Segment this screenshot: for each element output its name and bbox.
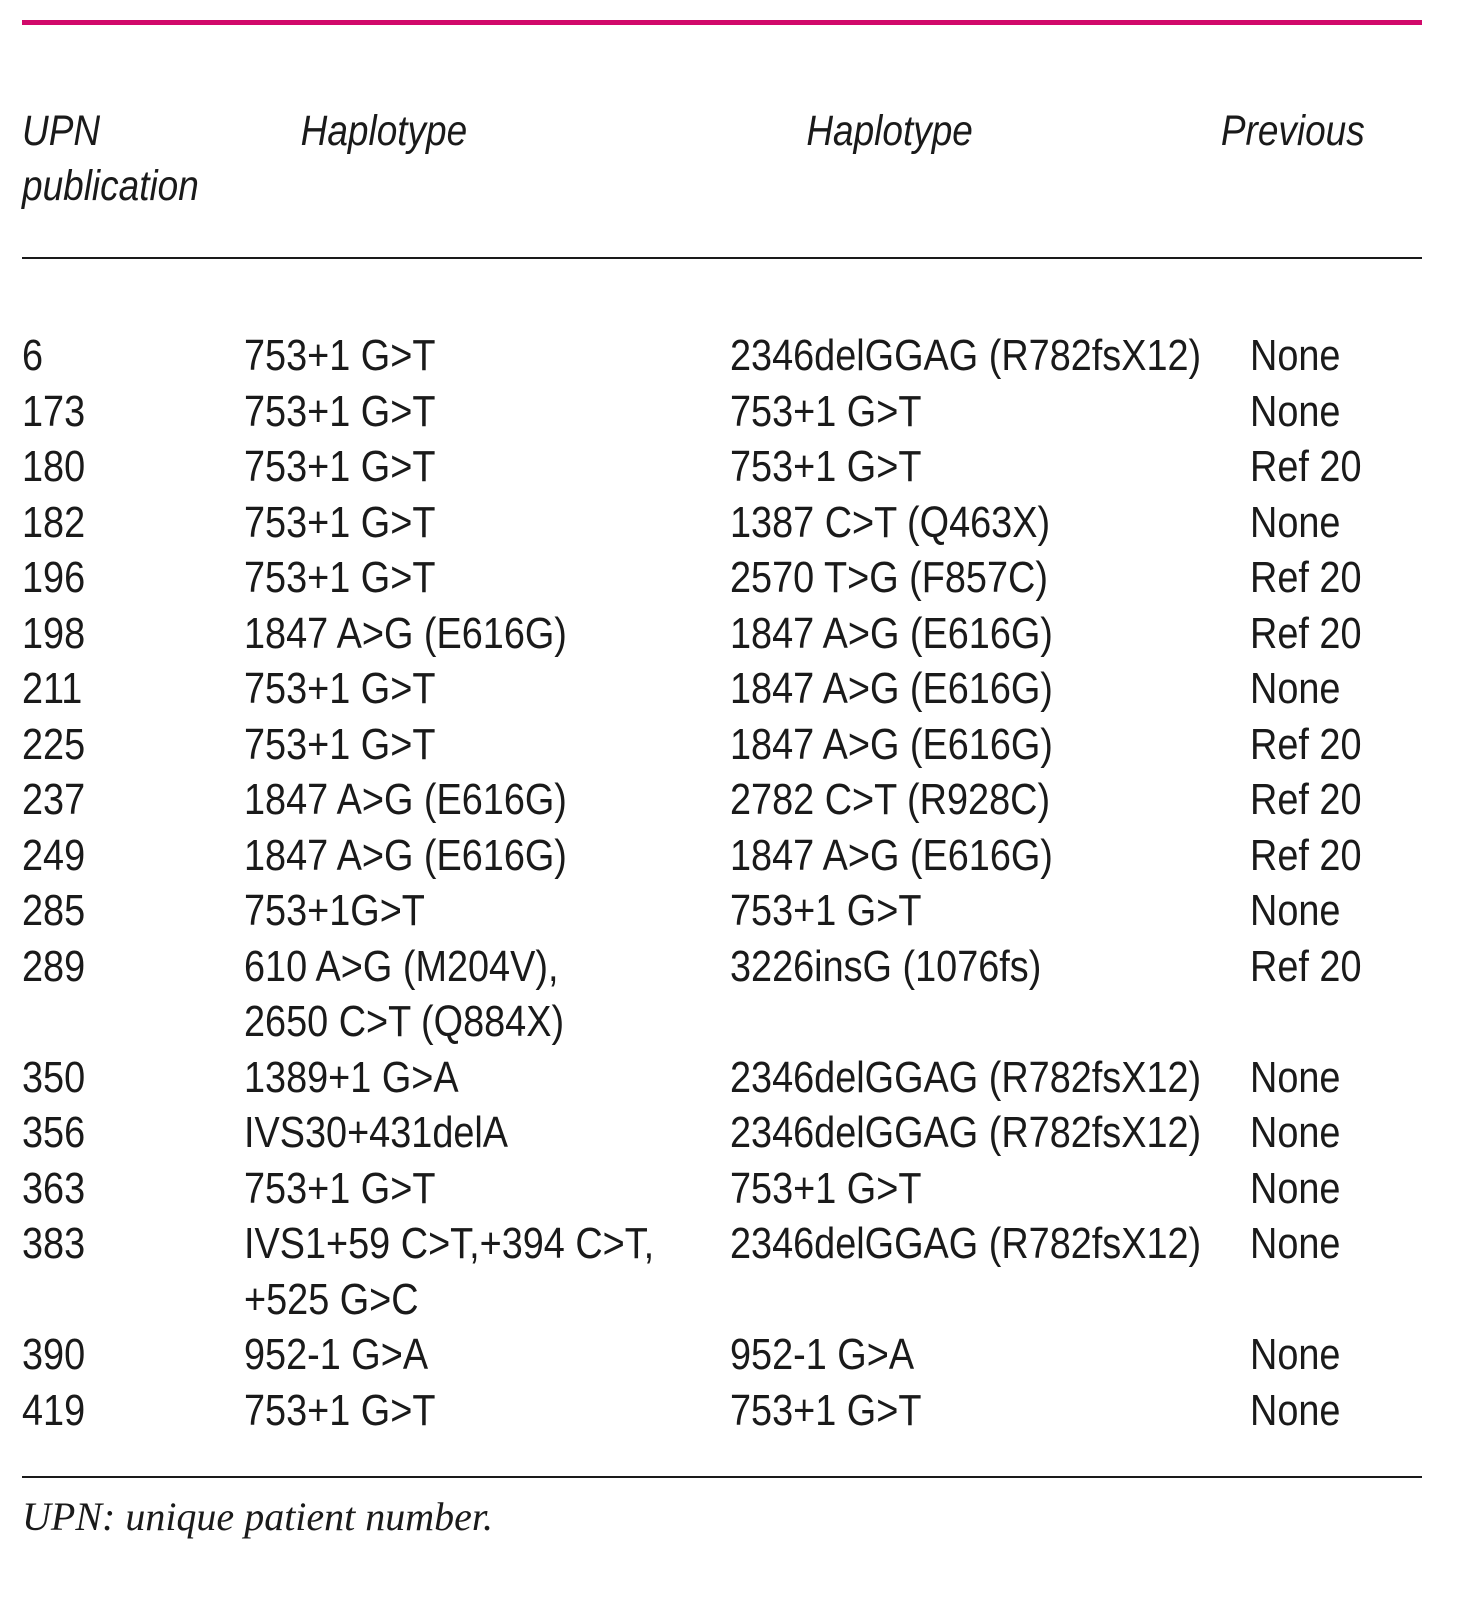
cell-previous: None	[1250, 1052, 1341, 1102]
cell-haplotype-2	[730, 1161, 921, 1217]
table-row	[22, 1327, 1422, 1383]
haplotype-2-line: 2346delGGAG (R782fsX12)	[730, 331, 1202, 380]
haplotype-2-line: 2782 C>T (R928C)	[730, 775, 1051, 824]
haplotype-1-line: 753+1 G>T	[244, 497, 436, 547]
table-row	[22, 1161, 1422, 1217]
haplotype-2-line: 1847 A>G (E616G)	[730, 830, 1053, 880]
cell-haplotype-2	[730, 1216, 1201, 1272]
cell-upn: 285	[22, 886, 86, 935]
cell-previous: None	[1250, 1330, 1341, 1379]
haplotype-1-line: 2650 C>T (Q884X)	[244, 997, 565, 1046]
cell-previous: Ref 20	[1250, 719, 1362, 769]
haplotype-1-line: 753+1 G>T	[244, 553, 436, 602]
cell-haplotype-2	[730, 772, 1050, 828]
table-row	[22, 828, 1422, 884]
haplotype-2-line: 2570 T>G (F857C)	[730, 553, 1048, 602]
haplotype-2-line: 1847 A>G (E616G)	[730, 664, 1053, 713]
table-row	[22, 495, 1422, 551]
cell-haplotype-2	[730, 1327, 914, 1383]
haplotype-1-line: 753+1 G>T	[244, 719, 436, 769]
haplotype-1-line: 753+1 G>T	[244, 664, 436, 713]
header-rule	[22, 257, 1422, 259]
cell-upn: 390	[22, 1330, 86, 1379]
cell-upn: 289	[22, 941, 86, 991]
cell-previous: Ref 20	[1250, 830, 1362, 880]
haplotype-1-line: 753+1G>T	[244, 886, 425, 935]
cell-haplotype-2	[730, 1383, 921, 1439]
haplotype-1-line: 952-1 G>A	[244, 1330, 429, 1379]
cell-upn: 180	[22, 442, 86, 491]
cell-haplotype-2	[730, 883, 921, 939]
haplotype-2-line: 2346delGGAG (R782fsX12)	[730, 1108, 1202, 1157]
header-haplotype-1: Haplotype	[300, 107, 468, 155]
cell-previous: Ref 20	[1250, 442, 1362, 491]
cell-upn: 350	[22, 1052, 86, 1102]
cell-upn: 225	[22, 719, 86, 769]
cell-upn: 198	[22, 608, 86, 658]
haplotype-1-line: IVS30+431delA	[244, 1108, 509, 1157]
table-row	[22, 1050, 1422, 1106]
haplotype-2-line: 1847 A>G (E616G)	[730, 719, 1053, 769]
cell-upn: 6	[22, 331, 44, 380]
cell-upn: 211	[22, 664, 83, 713]
haplotype-1-line: 1847 A>G (E616G)	[244, 775, 567, 824]
cell-haplotype-1	[244, 550, 435, 606]
haplotype-2-line: 1387 C>T (Q463X)	[730, 497, 1051, 547]
cell-upn: 173	[22, 386, 86, 436]
table-row	[22, 1216, 1422, 1327]
cell-previous: None	[1250, 886, 1341, 935]
cell-haplotype-1	[244, 1216, 654, 1327]
cell-haplotype-2	[730, 939, 1041, 995]
cell-haplotype-1	[244, 328, 435, 384]
haplotype-1-line: 753+1 G>T	[244, 331, 436, 380]
cell-haplotype-1	[244, 384, 435, 440]
cell-previous: None	[1250, 386, 1341, 436]
table-row	[22, 1383, 1422, 1439]
haplotype-2-line: 2346delGGAG (R782fsX12)	[730, 1052, 1202, 1102]
cell-upn: 182	[22, 497, 86, 547]
cell-previous: Ref 20	[1250, 941, 1362, 991]
table-row	[22, 661, 1422, 717]
header-upn	[22, 104, 199, 214]
cell-haplotype-1	[244, 828, 567, 884]
header-haplotype-2: Haplotype	[806, 107, 973, 155]
haplotype-1-line: IVS1+59 C>T,+394 C>T,	[244, 1219, 655, 1268]
cell-upn: 196	[22, 553, 86, 602]
cell-upn: 237	[22, 775, 86, 824]
haplotype-2-line: 753+1 G>T	[730, 442, 922, 491]
cell-previous: Ref 20	[1250, 553, 1362, 602]
cell-haplotype-2	[730, 384, 921, 440]
cell-previous: Ref 20	[1250, 775, 1362, 824]
haplotype-2-line: 753+1 G>T	[730, 386, 922, 436]
cell-haplotype-1	[244, 439, 435, 495]
cell-haplotype-1	[244, 1327, 428, 1383]
haplotype-2-line: 3226insG (1076fs)	[730, 941, 1042, 991]
haplotype-1-line: +525 G>C	[244, 1274, 419, 1324]
cell-haplotype-1	[244, 661, 435, 717]
cell-upn: 419	[22, 1385, 86, 1435]
haplotype-1-line: 753+1 G>T	[244, 1385, 436, 1435]
table-row	[22, 1105, 1422, 1161]
haplotype-2-line: 753+1 G>T	[730, 886, 922, 935]
cell-haplotype-2	[730, 495, 1050, 551]
table-row	[22, 384, 1422, 440]
haplotype-1-line: 753+1 G>T	[244, 442, 436, 491]
table-row	[22, 606, 1422, 662]
bottom-rule	[22, 1476, 1422, 1478]
cell-haplotype-2	[730, 1105, 1201, 1161]
cell-haplotype-2	[730, 439, 921, 495]
cell-haplotype-1	[244, 606, 567, 662]
cell-previous: None	[1250, 664, 1341, 713]
header-previous: Previous	[1220, 107, 1365, 155]
cell-upn: 363	[22, 1163, 86, 1213]
cell-haplotype-1	[244, 495, 435, 551]
cell-haplotype-2	[730, 328, 1201, 384]
cell-haplotype-1	[244, 1383, 435, 1439]
cell-upn: 356	[22, 1108, 86, 1157]
cell-previous: None	[1250, 331, 1341, 380]
cell-haplotype-1	[244, 1105, 508, 1161]
header-upn-line2: publication	[22, 162, 199, 210]
top-rule	[22, 20, 1422, 25]
haplotype-1-line: 1847 A>G (E616G)	[244, 830, 567, 880]
haplotype-1-line: 753+1 G>T	[244, 1163, 436, 1213]
footnote: UPN: unique patient number.	[22, 1494, 494, 1539]
cell-haplotype-1	[244, 939, 564, 1050]
cell-haplotype-2	[730, 606, 1053, 662]
table-row	[22, 883, 1422, 939]
cell-haplotype-2	[730, 828, 1053, 884]
table-row	[22, 717, 1422, 773]
haplotype-1-line: 610 A>G (M204V),	[244, 941, 559, 991]
table-body	[22, 328, 1422, 1438]
haplotype-2-line: 952-1 G>A	[730, 1330, 915, 1379]
table-row	[22, 439, 1422, 495]
cell-upn: 249	[22, 830, 86, 880]
haplotype-2-line: 753+1 G>T	[730, 1163, 922, 1213]
table-row	[22, 328, 1422, 384]
cell-haplotype-2	[730, 550, 1048, 606]
haplotype-2-line: 1847 A>G (E616G)	[730, 608, 1053, 658]
cell-haplotype-1	[244, 772, 567, 828]
cell-haplotype-1	[244, 1161, 435, 1217]
table-row	[22, 939, 1422, 1050]
table-page	[22, 0, 1422, 1602]
cell-previous: None	[1250, 1108, 1341, 1157]
table-row	[22, 772, 1422, 828]
cell-haplotype-2	[730, 661, 1053, 717]
cell-haplotype-2	[730, 717, 1053, 773]
cell-previous: None	[1250, 1163, 1341, 1213]
haplotype-1-line: 1389+1 G>A	[244, 1052, 459, 1102]
cell-previous: None	[1250, 1219, 1341, 1268]
cell-previous: Ref 20	[1250, 608, 1362, 658]
cell-previous: None	[1250, 497, 1341, 547]
haplotype-2-line: 753+1 G>T	[730, 1385, 922, 1435]
cell-haplotype-1	[244, 883, 425, 939]
haplotype-1-line: 1847 A>G (E616G)	[244, 608, 567, 658]
haplotype-2-line: 2346delGGAG (R782fsX12)	[730, 1219, 1202, 1268]
cell-haplotype-2	[730, 1050, 1201, 1106]
cell-haplotype-1	[244, 1050, 459, 1106]
table-header	[22, 104, 1365, 224]
header-upn-line1: UPN	[22, 107, 101, 155]
cell-previous: None	[1250, 1385, 1341, 1435]
cell-haplotype-1	[244, 717, 435, 773]
haplotype-1-line: 753+1 G>T	[244, 386, 436, 436]
cell-upn: 383	[22, 1219, 86, 1268]
table-row	[22, 550, 1422, 606]
